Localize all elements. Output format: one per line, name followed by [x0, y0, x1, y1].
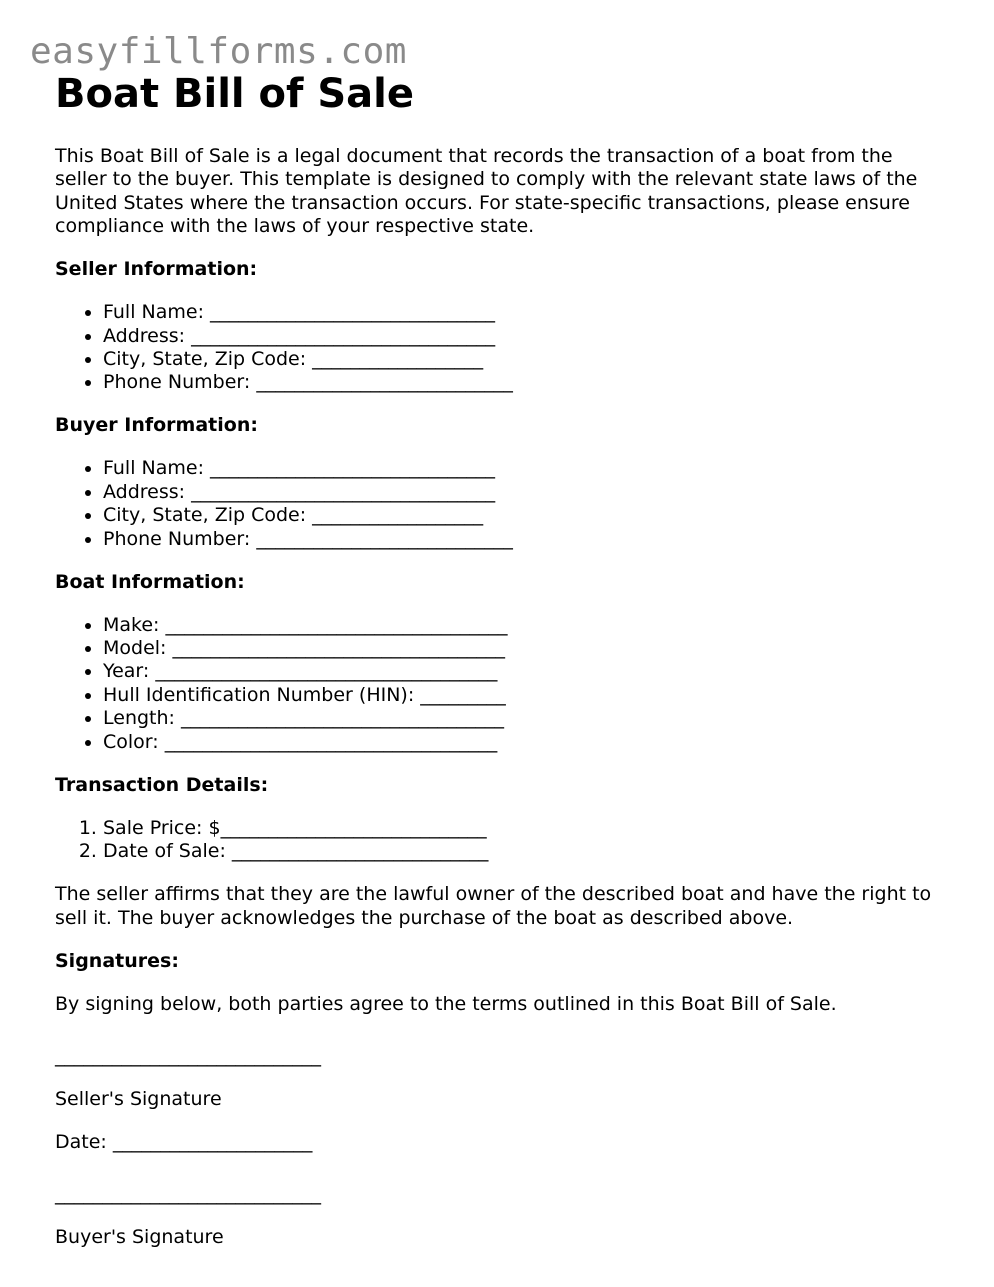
document-title: Boat Bill of Sale [55, 71, 415, 117]
affirmation-paragraph: The seller affirms that they are the lawful owner of the described boat and have the right to sell it. The buyer acknowledges the purchase of the boat as described above. [55, 883, 932, 929]
buyer-signature-line[interactable]: ____________________________ [55, 1183, 321, 1206]
boat-model-field[interactable]: • Model: ___________________________________ [103, 637, 945, 660]
signature-date-field[interactable]: Date: _____________________ [55, 1130, 313, 1153]
seller-phone-field[interactable]: • Phone Number: ___________________________ [103, 371, 945, 394]
seller-address-field[interactable]: • Address: ________________________________ [103, 325, 945, 348]
buyer-phone-field[interactable]: • Phone Number: ___________________________ [103, 528, 945, 551]
watermark-logo: easyfillforms.com [30, 31, 407, 72]
sale-price-field[interactable]: 1. Sale Price: $____________________________ [103, 817, 945, 840]
boat-heading: Boat Information: [55, 570, 245, 593]
seller-full-name-field[interactable]: • Full Name: ______________________________ [103, 301, 945, 324]
seller-heading: Seller Information: [55, 258, 258, 281]
seller-fields [55, 301, 945, 395]
boat-fields [55, 614, 945, 754]
buyer-address-field[interactable]: • Address: ________________________________ [103, 481, 945, 504]
seller-signature-label: Seller's Signature [55, 1087, 222, 1110]
seller-city-state-zip-field[interactable]: • City, State, Zip Code: __________________ [103, 348, 945, 371]
boat-hin-field[interactable]: • Hull Identification Number (HIN): _________ [103, 684, 945, 707]
buyer-fields [55, 457, 945, 551]
date-of-sale-field[interactable]: 2. Date of Sale: ___________________________ [103, 840, 945, 863]
buyer-full-name-field[interactable]: • Full Name: ______________________________ [103, 457, 945, 480]
signatures-heading: Signatures: [55, 949, 179, 972]
buyer-city-state-zip-field[interactable]: • City, State, Zip Code: __________________ [103, 504, 945, 527]
document-page [55, 70, 945, 1269]
boat-color-field[interactable]: • Color: ___________________________________ [103, 731, 945, 754]
intro-paragraph: This Boat Bill of Sale is a legal document that records the transaction of a boat from the seller to the buyer. This template is designed to comply with the relevant state laws of the United States where the transaction occurs. For state-specific transactions, please ensure compliance with the laws of your respective state. [55, 145, 918, 238]
boat-make-field[interactable]: • Make: ____________________________________ [103, 614, 945, 637]
transaction-heading: Transaction Details: [55, 773, 269, 796]
boat-year-field[interactable]: • Year: ____________________________________ [103, 660, 945, 683]
buyer-heading: Buyer Information: [55, 414, 258, 437]
signatures-statement: By signing below, both parties agree to the terms outlined in this Boat Bill of Sale. [55, 992, 837, 1015]
transaction-fields [55, 817, 945, 864]
buyer-signature-label: Buyer's Signature [55, 1226, 224, 1249]
boat-length-field[interactable]: • Length: __________________________________ [103, 707, 945, 730]
seller-signature-line[interactable]: ____________________________ [55, 1044, 321, 1067]
